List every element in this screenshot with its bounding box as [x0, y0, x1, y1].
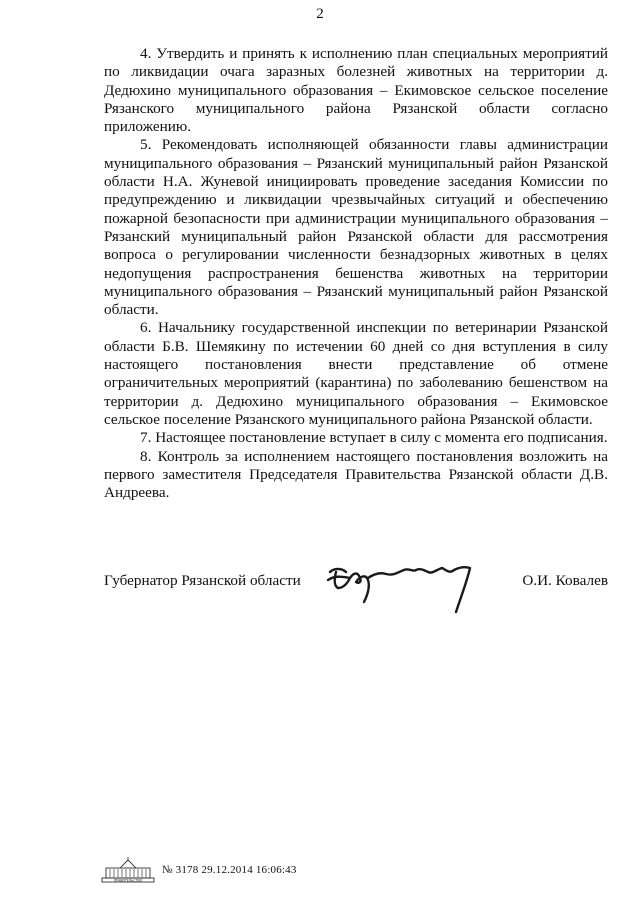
paragraph-5: 5. Рекомендовать исполняющей обязанности главы администрации муниципального образования – Рязанский муниципальный район Рязанской области Н.А. Жуневой инициировать проведение заседания Комиссии по предупреждению и ликвидации чрезвычайных ситуаций и обеспечению пожарной безопасности при администрации муниципального образования – Рязанский муниципальный район Рязанской области для рассмотрения вопроса о регулировании численности безнадзорных животных в целях недопущения распространения бешенства животных на территории муниципального образования – Рязанский муниципальный район Рязанской области.	[104, 136, 608, 319]
signatory-position: Губернатор Рязанской области	[104, 572, 301, 589]
government-building-emblem-icon	[100, 856, 156, 884]
paragraph-7: 7. Настоящее постановление вступает в силу с момента его подписания.	[140, 429, 608, 447]
paragraph-8: 8. Контроль за исполнением настоящего постановления возложить на первого заместителя Председателя Правительства Рязанской области Д.В. Андреева.	[104, 447, 608, 502]
emblem-caption: ПРАВИТЕЛЬСТВО	[113, 878, 143, 883]
signature-block	[104, 566, 608, 616]
signatory-name: О.И. Ковалев	[522, 572, 608, 589]
page-number: 2	[316, 6, 324, 22]
paragraph-6: 6. Начальнику государственной инспекции по ветеринарии Рязанской области Б.В. Шемякину по истечении 60 дней со дня вступления в силу настоящего постановления внести представление об отмене ограничительных мероприятий (карантина) по заболеванию бешенством на территории д. Дедюхино муниципального образования – Екимовское сельское поселение Рязанского муниципального района Рязанской области.	[104, 319, 608, 428]
handwritten-signature	[324, 558, 484, 614]
paragraph-4: 4. Утвердить и принять к исполнению план специальных мероприятий по ликвидации очага заразных болезней животных на территории д. Дедюхино муниципального образования – Екимовское сельское поселение Рязанского муниципального района Рязанской области согласно приложению.	[104, 45, 608, 136]
registration-footer	[100, 855, 297, 885]
registration-number: № 3178 29.12.2014 16:06:43	[162, 864, 297, 876]
document-body	[104, 45, 608, 502]
